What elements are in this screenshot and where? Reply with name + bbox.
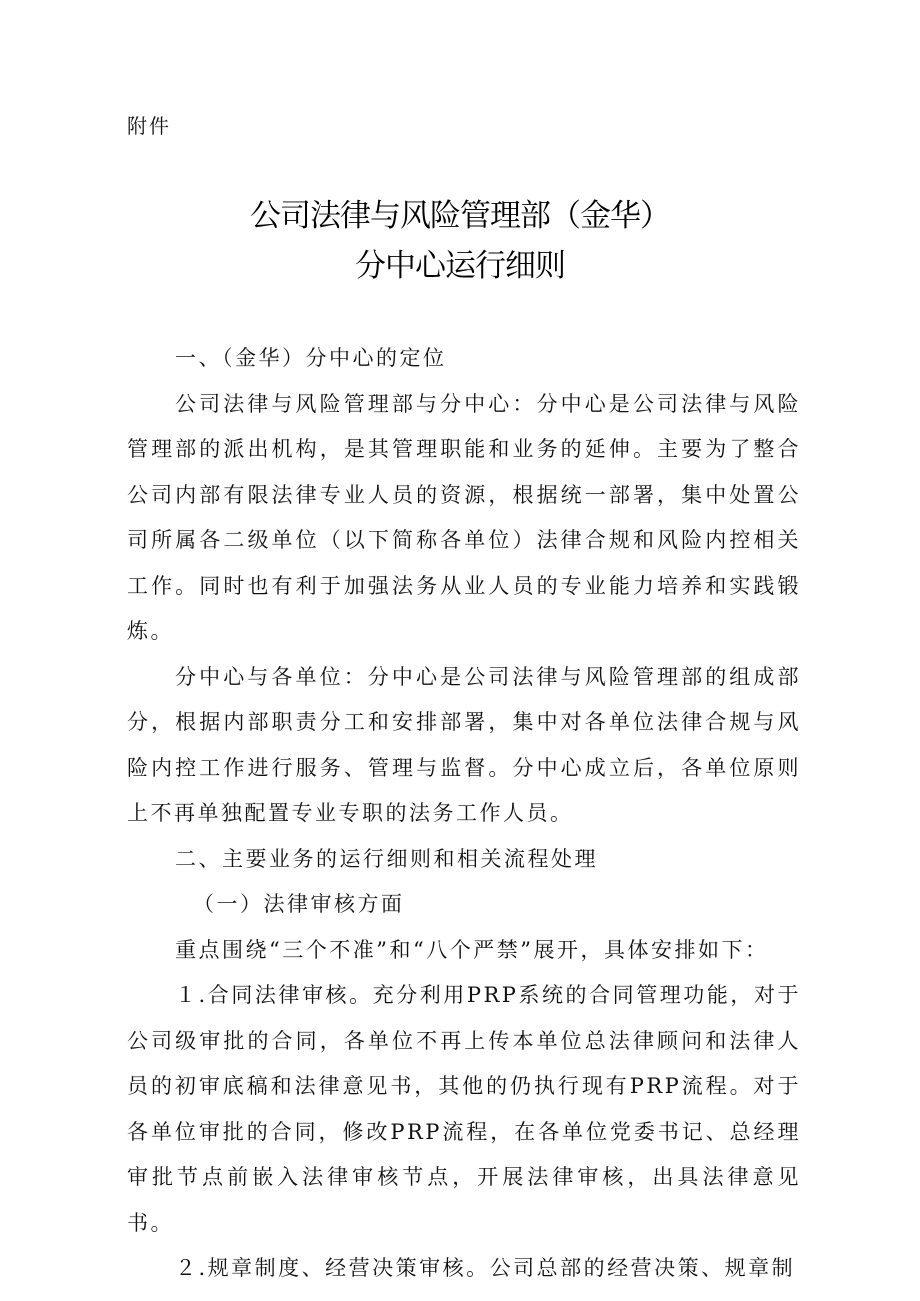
paragraph-rules-review: ２.规章制度、经营决策审核。公司总部的经营决策、规章制 [175,1256,796,1280]
document-title-line-2: 分中心运行细则 [355,248,565,284]
document-title-line-1: 公司法律与风险管理部（金华） [250,198,670,234]
attachment-label: 附件 [127,114,171,138]
section-heading-2: 二、主要业务的运行细则和相关流程处理 [175,846,598,871]
paragraph-contract-review: １.合同法律审核。充分利用PRP系统的合同管理功能，对于公司级审批的合同，各单位不再上传本单位总法律顾问和法律人员的初审底稿和法律意见书，其他的仍执行现有PRP流程。对于各单位审批的合同，修改PRP流程，在各单位党委书记、总经理审批节点前嵌入法律审核节点，开展法律审核，出具法律意见书。 [127,983,801,1235]
paragraph-positioning-headquarters: 公司法律与风险管理部与分中心：分中心是公司法律与风险管理部的派出机构，是其管理职能和业务的延伸。主要为了整合公司内部有限法律专业人员的资源，根据统一部署，集中处置公司所属各二级单位（以下简称各单位）法律合规和风险内控相关工作。同时也有利于加强法务从业人员的专业能力培养和实践锻炼。 [127,391,801,643]
paragraph-focus: 重点围绕“三个不准”和“八个严禁”展开，具体安排如下： [175,937,769,962]
subsection-heading-legal-review: （一）法律审核方面 [193,892,405,916]
document-body [127,336,801,1292]
paragraph-positioning-units: 分中心与各单位：分中心是公司法律与风险管理部的组成部分，根据内部职责分工和安排部署，集中对各单位法律合规与风险内控工作进行服务、管理与监督。分中心成立后，各单位原则上不再单独配置专业专职的法务工作人员。 [127,664,801,825]
section-heading-1: 一、（金华）分中心的定位 [175,346,447,370]
